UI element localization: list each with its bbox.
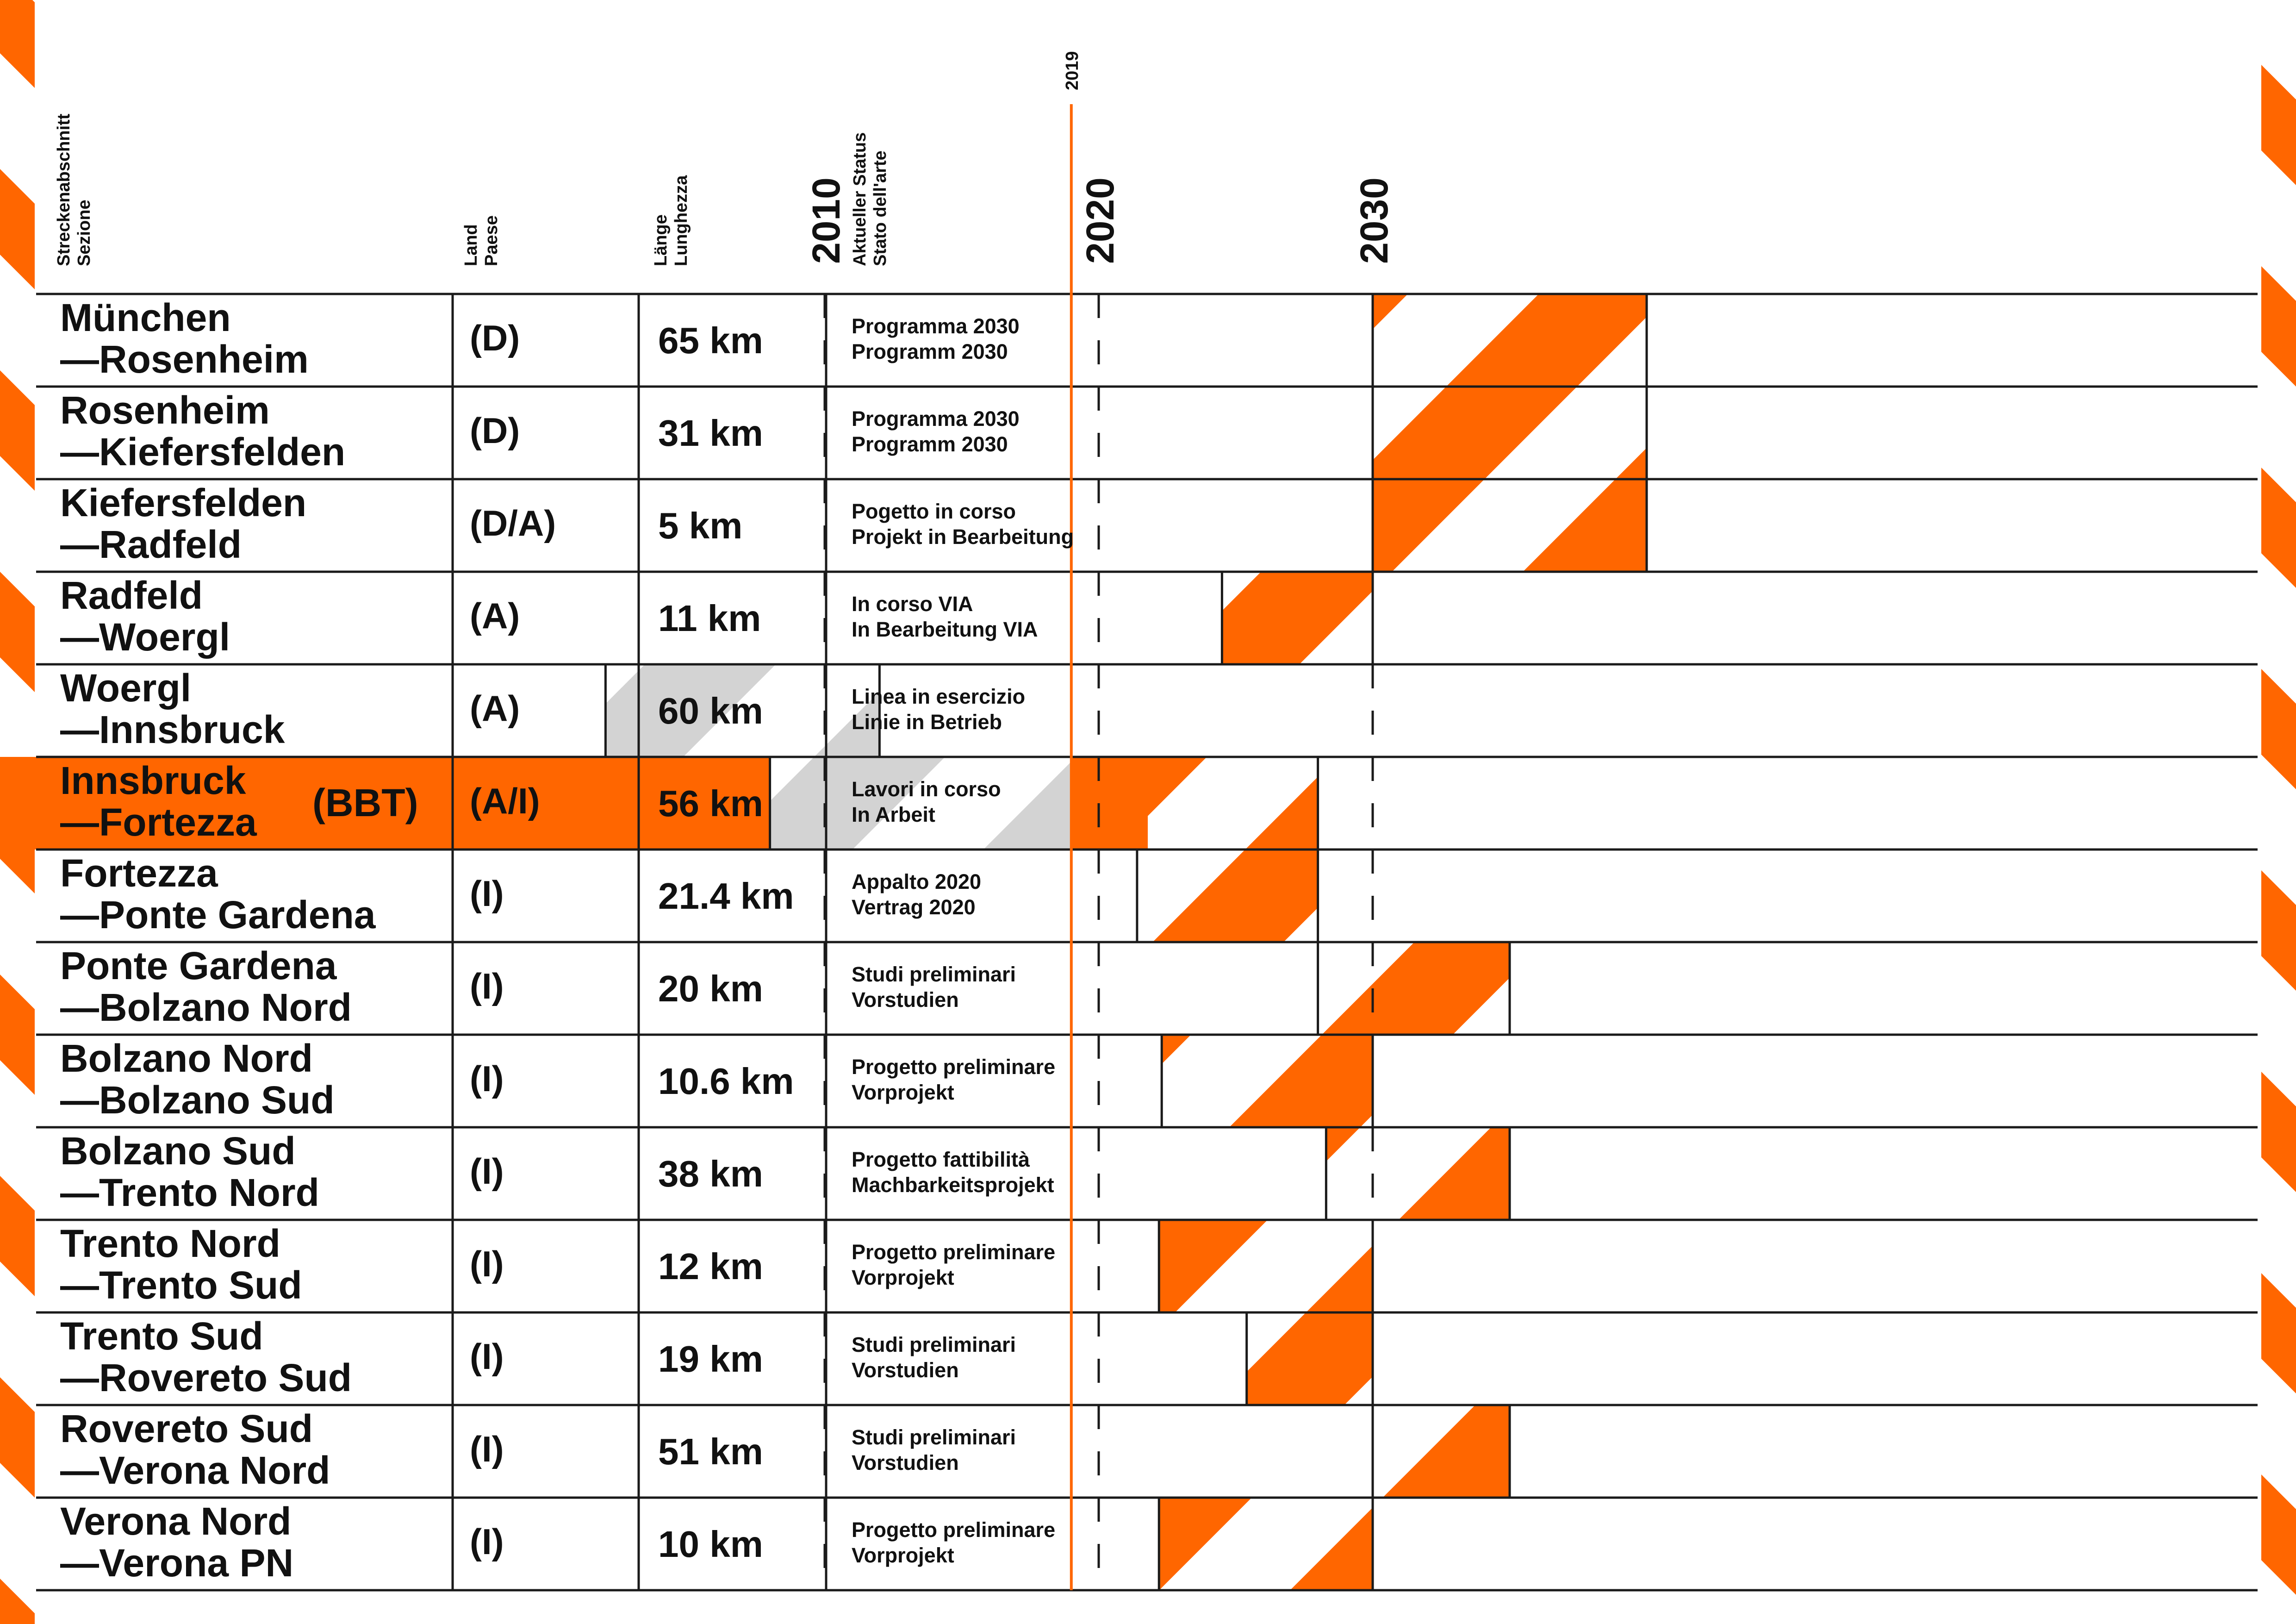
year-label-text: 2010: [804, 177, 848, 264]
bar-6: [1137, 849, 1318, 942]
edge-stripe-right: [2261, 266, 2296, 387]
section-from: Rovereto Sud: [60, 1407, 313, 1450]
status-de: Vertrag 2020: [852, 895, 976, 919]
status-it: Studi preliminari: [852, 962, 1016, 986]
bar-fill: [1247, 1312, 1373, 1405]
status-it: Progetto fattibilità: [852, 1148, 1030, 1171]
country-code: (I): [470, 1429, 504, 1469]
edge-stripe-left: [0, 0, 35, 88]
bar-3: [1222, 572, 1373, 664]
section-length: 20 km: [658, 968, 763, 1009]
status-it: Lavori in corso: [852, 777, 1001, 801]
status-de: Machbarkeitsprojekt: [852, 1173, 1054, 1197]
section-to: —Ponte Gardena: [60, 893, 376, 937]
header-country-it: Paese: [482, 215, 501, 266]
section-from: München: [60, 296, 231, 339]
status-it: Studi preliminari: [852, 1333, 1016, 1356]
section-length: 51 km: [658, 1431, 763, 1472]
current-year-text: 2019: [1062, 51, 1082, 90]
column-headers: [54, 113, 890, 266]
section-to: —Woergl: [60, 615, 230, 659]
section-from: Kiefersfelden: [60, 481, 307, 525]
year-label-text: 2020: [1078, 177, 1122, 264]
country-code: (I): [470, 1521, 504, 1562]
header-country: [461, 215, 501, 266]
status-it: Progetto preliminare: [852, 1240, 1056, 1264]
section-length: 12 km: [658, 1246, 763, 1287]
bar-13: [1159, 1498, 1373, 1590]
bar-7: [1318, 942, 1510, 1035]
bar-11: [1247, 1312, 1373, 1405]
header-section-de: Streckenabschnitt: [54, 113, 74, 266]
status-de: Vorstudien: [852, 1358, 959, 1382]
table-row: [60, 481, 1074, 566]
section-to: —Rovereto Sud: [60, 1356, 352, 1399]
edge-stripe-left: [0, 1579, 35, 1624]
year-label-text: 2030: [1352, 177, 1396, 264]
section-from: Bolzano Nord: [60, 1037, 313, 1080]
header-length-de: Länge: [651, 214, 671, 266]
section-length: 60 km: [658, 690, 763, 731]
status-it: Programma 2030: [852, 314, 1020, 338]
section-from: Ponte Gardena: [60, 944, 337, 987]
status-it: Pogetto in corso: [852, 500, 1016, 523]
country-code: (D): [470, 410, 520, 451]
bar-fill: [1159, 1498, 1373, 1590]
table-row: [60, 388, 1020, 474]
country-code: (A/I): [470, 781, 540, 821]
country-code: (D): [470, 318, 520, 358]
edge-stripe-right: [2261, 669, 2296, 789]
section-length: 5 km: [658, 505, 743, 546]
status-it: Progetto preliminare: [852, 1055, 1056, 1079]
table-row: [60, 1129, 1054, 1214]
header-status: [850, 132, 890, 266]
section-from: Trento Nord: [60, 1222, 280, 1265]
status-it: Programma 2030: [852, 407, 1020, 431]
edge-stripe-right: [2261, 1273, 2296, 1393]
status-de: In Bearbeitung VIA: [852, 618, 1038, 641]
status-de: Vorstudien: [852, 988, 959, 1012]
edge-stripe-right: [2261, 65, 2296, 185]
section-length: 31 km: [658, 412, 763, 454]
header-status-de: Aktueller Status: [850, 132, 870, 266]
country-code: (I): [470, 966, 504, 1006]
grid-layer: [36, 294, 2258, 1590]
status-it: Linea in esercizio: [852, 685, 1026, 708]
status-de: Vorprojekt: [852, 1543, 954, 1567]
bar-12: [1373, 1405, 1510, 1498]
bar-fill: [1373, 479, 1647, 572]
section-from: Bolzano Sud: [60, 1129, 296, 1173]
bar-fill: [1373, 387, 1647, 479]
bar-2: [1373, 479, 1647, 572]
edge-stripe-left: [0, 1176, 35, 1296]
section-length: 21.4 km: [658, 875, 794, 917]
table-row: [60, 1037, 1055, 1122]
status-de: Vorstudien: [852, 1451, 959, 1474]
bar-fill: [1137, 849, 1318, 942]
edge-stripe-right: [2261, 1072, 2296, 1192]
section-extra: (BBT): [312, 781, 418, 824]
header-status-it: Stato dell'arte: [871, 150, 890, 266]
edge-stripe-left: [0, 169, 35, 289]
edge-stripe-left: [0, 974, 35, 1095]
header-country-de: Land: [461, 224, 481, 266]
edge-stripe-right: [2261, 468, 2296, 588]
section-to: —Radfeld: [60, 523, 242, 566]
section-length: 56 km: [658, 783, 763, 824]
section-to: —Trento Nord: [60, 1171, 319, 1214]
year-label-2010: [804, 177, 848, 264]
section-length: 65 km: [658, 320, 763, 361]
section-to: —Kiefersfelden: [60, 430, 346, 474]
bar-fill: [1373, 1405, 1510, 1498]
country-code: (I): [470, 1336, 504, 1377]
section-length: 19 km: [658, 1338, 763, 1380]
status-de: Vorprojekt: [852, 1266, 954, 1289]
header-length: [651, 175, 691, 266]
country-code: (A): [470, 595, 520, 636]
section-from: Rosenheim: [60, 388, 270, 432]
section-length: 11 km: [658, 598, 761, 639]
table-row: [60, 944, 1016, 1029]
section-to: —Bolzano Nord: [60, 986, 352, 1029]
section-from: Radfeld: [60, 574, 203, 617]
section-to: —Rosenheim: [60, 337, 309, 381]
bar-fill: [1318, 942, 1510, 1035]
status-de: Programm 2030: [852, 340, 1008, 363]
edge-stripe-left: [0, 572, 35, 692]
edge-stripe-left: [0, 1377, 35, 1498]
bar-10: [1159, 1220, 1373, 1312]
bar-fill: [1326, 1127, 1510, 1220]
section-to: —Innsbruck: [60, 708, 285, 751]
bar-fill: [1373, 294, 1647, 387]
bar-future: [1071, 757, 1318, 849]
section-from: Fortezza: [60, 851, 218, 895]
table-row: [60, 574, 1038, 659]
status-de: In Arbeit: [852, 803, 935, 826]
section-to: —Verona Nord: [60, 1449, 330, 1492]
bar-8: [1162, 1035, 1373, 1127]
header-length-it: Lunghezza: [672, 175, 691, 266]
bar-0: [1373, 294, 1647, 387]
section-from: Trento Sud: [60, 1314, 263, 1358]
section-length: 10 km: [658, 1524, 763, 1565]
status-it: Studi preliminari: [852, 1425, 1016, 1449]
table-row: [60, 1314, 1016, 1399]
section-from: Innsbruck: [60, 759, 246, 802]
edge-stripe-right: [2261, 1474, 2296, 1595]
section-from: Verona Nord: [60, 1499, 292, 1543]
year-label-2020: [1078, 177, 1122, 264]
country-code: (I): [470, 873, 504, 914]
bar-1: [1373, 387, 1647, 479]
status-it: In corso VIA: [852, 592, 973, 616]
status-de: Vorprojekt: [852, 1081, 954, 1104]
status-it: Appalto 2020: [852, 870, 982, 893]
section-to: —Verona PN: [60, 1541, 294, 1585]
table-row: [60, 851, 981, 937]
section-to: —Trento Sud: [60, 1263, 302, 1307]
section-length: 10.6 km: [658, 1061, 794, 1102]
section-length: 38 km: [658, 1153, 763, 1194]
table-row: [60, 1407, 1016, 1492]
year-label-2030: [1352, 177, 1396, 264]
section-from: Woergl: [60, 666, 192, 710]
bar-fill: [1222, 572, 1373, 664]
country-code: (A): [470, 688, 520, 729]
status-it: Progetto preliminare: [852, 1518, 1056, 1542]
status-de: Projekt in Bearbeitung: [852, 525, 1074, 549]
table-rows: [60, 296, 1074, 1585]
status-de: Programm 2030: [852, 432, 1008, 456]
table-row: [60, 1222, 1055, 1307]
table-row: [60, 296, 1020, 381]
section-to: —Bolzano Sud: [60, 1078, 335, 1122]
bar-fill: [1159, 1220, 1373, 1312]
header-section-it: Sezione: [75, 200, 94, 266]
edge-stripe-left: [0, 370, 35, 491]
section-to: —Fortezza: [60, 800, 257, 844]
country-code: (I): [470, 1151, 504, 1192]
status-de: Linie in Betrieb: [852, 710, 1002, 734]
bar-9: [1326, 1127, 1510, 1220]
country-code: (D/A): [470, 503, 556, 543]
header-section: [54, 113, 94, 266]
country-code: (I): [470, 1058, 504, 1099]
table-row: [60, 1499, 1055, 1585]
current-year-label: [1063, 51, 1082, 90]
edge-stripe-right: [2261, 870, 2296, 991]
country-code: (I): [470, 1243, 504, 1284]
bar-fill: [1162, 1035, 1373, 1127]
